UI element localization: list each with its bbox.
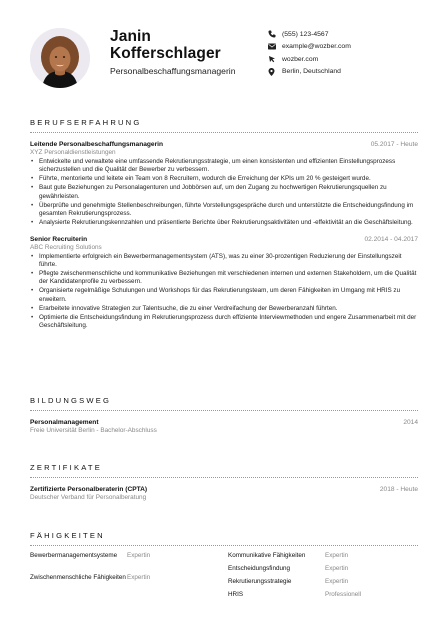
job-bullets (30, 158, 418, 228)
location-text: Berlin, Deutschland (282, 68, 341, 76)
phone-text: (555) 123-4567 (282, 30, 329, 38)
contact-phone (268, 28, 438, 41)
first-name: Janin (110, 28, 151, 45)
bullet-item: • Überprüfte und genehmigte Stellenbeschreibungen, führte Vorstellungsgespräche durch und unterstützte die Entscheidungsfindung im gesamten Rekrutierungsprozess. (30, 202, 418, 219)
profile-photo-icon (30, 28, 90, 88)
experience-entry (30, 141, 418, 228)
certificates-section (30, 463, 418, 501)
job-company: ABC Recruiting Solutions (30, 243, 102, 251)
job-date: 05.2017 - Heute (370, 141, 418, 148)
skill-item (30, 574, 228, 587)
skill-level: Expertin (325, 552, 349, 559)
skill-item (228, 591, 418, 604)
job-role: Senior Recruiterin (30, 235, 88, 243)
bullet-item: • Analysierte Rekrutierungskennzahlen und präsentierte Berichte über Rekrutierungsaktivitäten und -effektivität an die Geschäftsleitung. (30, 219, 418, 227)
skill-name: Entscheidungsfindung (228, 565, 290, 572)
certificates-heading: ZERTIFIKATE (30, 463, 418, 478)
skill-name: Zwischenmenschliche Fähigkeiten (30, 574, 126, 581)
bullet-item: • Implementierte erfolgreich ein Bewerbermanagementsystem (ATS), was zu einer 30-prozentigen Reduzierung der Einstellungszeit führte. (30, 253, 418, 270)
skill-item (30, 552, 228, 574)
skill-name: Rekrutierungsstrategie (228, 578, 292, 585)
experience-heading: BERUFSERFAHRUNG (30, 118, 418, 133)
skills-grid (30, 552, 418, 604)
skill-name: HRIS (228, 591, 244, 598)
bullet-item: • Baut gute Beziehungen zu Personalagenturen und Jobbörsen auf, um den Zugang zu hochwertigen Rekrutierungsquellen zu gewährleisten. (30, 184, 418, 201)
education-section (30, 396, 418, 434)
contact-info (268, 28, 438, 78)
cursor-icon (268, 55, 279, 63)
degree: Personalmanagement (30, 419, 99, 426)
candidate-name (110, 28, 221, 62)
skills-section (30, 531, 418, 604)
experience-section (30, 118, 418, 331)
bullet-item: • Organisierte regelmäßige Schulungen und Workshops für das Rekrutierungsteam, um deren Fähigkeiten im Umgang mit HRIS zu erweitern. (30, 287, 418, 304)
job-role: Leitende Personalbeschaffungsmanagerin (30, 141, 164, 148)
skill-name: Bewerbermanagementsysteme (30, 552, 118, 559)
contact-website (268, 53, 438, 66)
education-heading: BILDUNGSWEG (30, 396, 418, 411)
map-pin-icon (268, 68, 279, 76)
job-date: 02.2014 - 04.2017 (364, 235, 418, 243)
website-text: wozber.com (282, 55, 319, 63)
job-title: Personalbeschaffungsmanagerin (110, 66, 236, 76)
skill-level: Expertin (127, 552, 151, 559)
skill-level: Expertin (325, 565, 349, 572)
bullet-item: • Erarbeitete innovative Strategien zur Talentsuche, die zu einer Verdreifachung der Bewerberanzahl führten. (30, 305, 418, 313)
school: Freie Universität Berlin - Bachelor-Abschluss (30, 427, 157, 434)
skill-name: Kommunikative Fähigkeiten (228, 552, 306, 559)
job-company: XYZ Personaldienstleistungen (30, 149, 116, 156)
email-text: example@wozber.com (282, 43, 351, 51)
skill-level: Expertin (325, 578, 349, 585)
avatar (30, 28, 90, 88)
skills-column-right (228, 552, 418, 604)
skill-level: Professionell (325, 591, 362, 598)
bullet-item: • Optimierte die Entscheidungsfindung im Rekrutierungsprozess durch effiziente Interviewmethoden und engere Zusammenarbeit mit der Geschäftsleitung. (30, 314, 418, 331)
skill-level: Expertin (127, 574, 151, 581)
experience-entry (30, 236, 418, 331)
skill-item (228, 552, 418, 565)
certificate-year: 2018 - Heute (379, 486, 418, 493)
bullet-item: • Entwickelte und verwaltete eine umfassende Rekrutierungsstrategie, um einen konsistenten und effizienten Einstellungsprozess sicherzustellen und die Qualität der Bewerber zu verbessern. (30, 158, 418, 175)
last-name: Kofferschlager (110, 45, 221, 62)
skill-item (228, 578, 418, 591)
education-year: 2014 (403, 419, 418, 426)
skills-heading: FÄHIGKEITEN (30, 531, 418, 546)
contact-email (268, 41, 438, 54)
bullet-item: • Führte, mentorierte und leitete ein Team von 8 Recruitern, wodurch die Erreichung der KPIs um 20 % gesteigert wurde. (30, 175, 418, 183)
job-bullets (30, 253, 418, 331)
certificate-issuer: Deutscher Verband für Personalberatung (30, 494, 147, 501)
skills-column-left (30, 552, 228, 604)
contact-location (268, 66, 438, 79)
envelope-icon (268, 43, 279, 50)
skill-item (228, 565, 418, 578)
certificate-name: Zertifizierte Personalberaterin (CPTA) (30, 486, 148, 493)
phone-icon (268, 30, 279, 38)
bullet-item: • Pflegte zwischenmenschliche und kommunikative Beziehungen mit verschiedenen internen und externen Stakeholdern, um die Qualität der Kandidatenprofile zu verbessern. (30, 270, 418, 287)
